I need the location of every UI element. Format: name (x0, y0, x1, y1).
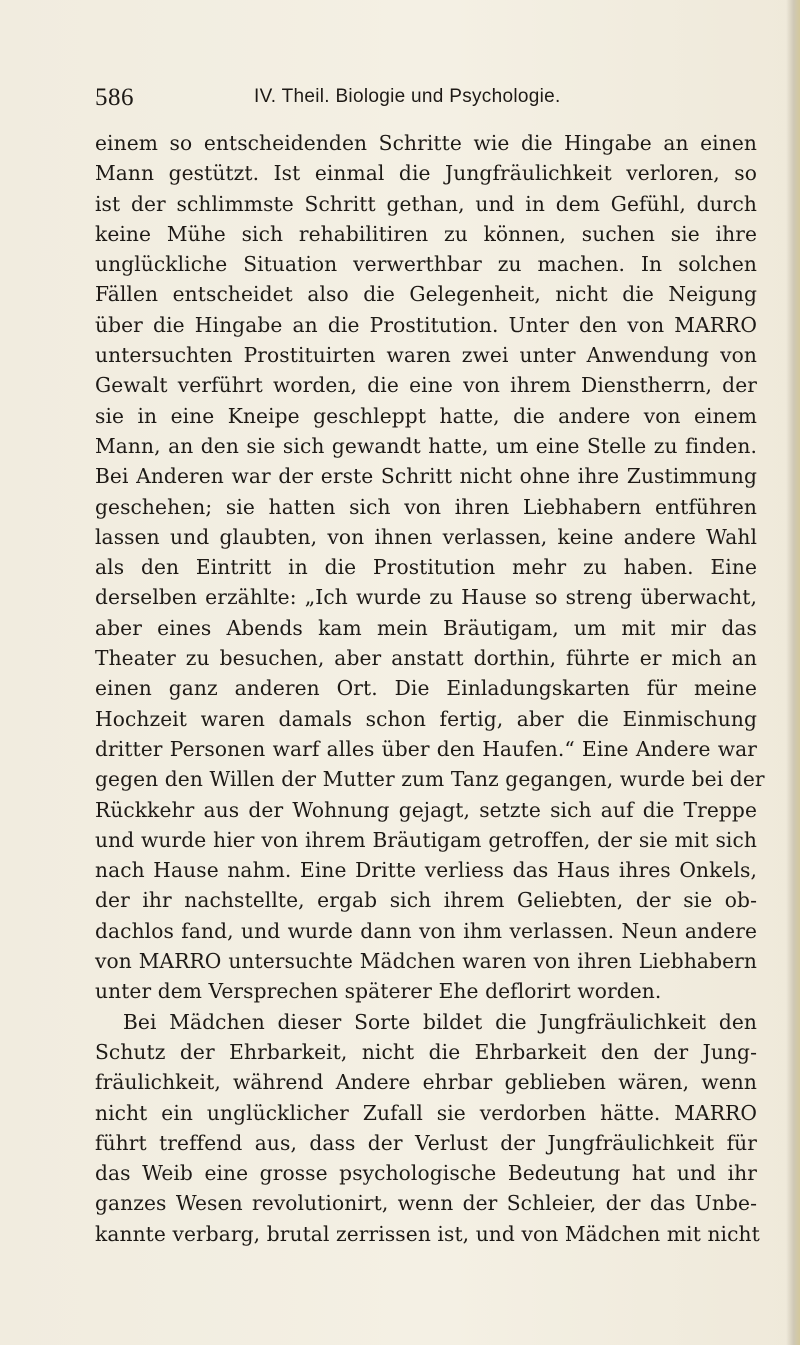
text-line: Gewalt verführt worden, die eine von ihrem Dienstherrn, der (95, 373, 757, 398)
text-line: lassen und glaubten, von ihnen verlassen, keine andere Wahl (95, 524, 757, 549)
text-line: einem so entscheidenden Schritte wie die Hingabe an einen (95, 131, 757, 155)
running-head: IV. Theil. Biologie und Psychologie. (254, 86, 561, 107)
text-line: keine Mühe sich rehabilitiren zu können, suchen sie ihre (95, 221, 757, 246)
text-line: gegen den Willen der Mutter zum Tanz gegangen, wurde bei der (95, 767, 765, 792)
text-line: untersuchten Prostituirten waren zwei unter Anwendung von (95, 343, 757, 368)
page-header (95, 84, 735, 114)
text-line: ganzes Wesen revolutionirt, wenn der Schleier, der das Unbe- (95, 1191, 757, 1216)
text-line: Rückkehr aus der Wohnung gejagt, setzte sich auf die Treppe (95, 797, 757, 822)
text-line: als den Eintritt in die Prostitution mehr zu haben. Eine (95, 555, 757, 580)
text-line: Mann, an den sie sich gewandt hatte, um eine Stelle zu finden. (95, 433, 757, 458)
text-line: Hochzeit waren damals schon fertig, aber die Einmischung (95, 706, 757, 731)
paragraph-start-line: Bei Mädchen dieser Sorte bildet die Jungfräulichkeit den (123, 1009, 757, 1034)
text-line: Theater zu besuchen, aber anstatt dorthin, führte er mich an (95, 646, 757, 671)
text-line: und wurde hier von ihrem Bräutigam getroffen, der sie mit sich (95, 827, 757, 852)
text-line: sie in eine Kneipe geschleppt hatte, die andere von einem (95, 403, 757, 428)
text-line: Mann gestützt. Ist einmal die Jungfräulichkeit verloren, so (95, 161, 757, 186)
text-line: aber eines Abends kam mein Bräutigam, um mit mir das (95, 615, 757, 640)
text-line: dachlos fand, und wurde dann von ihm verlassen. Neun andere (95, 918, 757, 943)
text-line: unglückliche Situation verwerthbar zu machen. In solchen (95, 252, 757, 277)
text-line: einen ganz anderen Ort. Die Einladungskarten für meine (95, 676, 757, 701)
text-line: Fällen entscheidet also die Gelegenheit, nicht die Neigung (95, 282, 757, 307)
text-line: über die Hingabe an die Prostitution. Unter den von MARRO (95, 312, 757, 337)
text-line: geschehen; sie hatten sich von ihren Liebhabern entführen (95, 494, 757, 519)
text-line: führt treffend aus, dass der Verlust der Jungfräulichkeit für (95, 1130, 757, 1155)
text-line: kannte verbarg, brutal zerrissen ist, und von Mädchen mit nicht (95, 1221, 760, 1246)
text-line: ist der schlimmste Schritt gethan, und in dem Gefühl, durch (95, 191, 757, 216)
text-line: derselben erzählte: „Ich wurde zu Hause so streng überwacht, (95, 585, 757, 610)
page-number: 586 (95, 84, 134, 111)
text-line: nach Hause nahm. Eine Dritte verliess das Haus ihres Onkels, (95, 858, 757, 883)
text-line: nicht ein unglücklicher Zufall sie verdorben hätte. MARRO (95, 1100, 757, 1125)
text-line: das Weib eine grosse psychologische Bedeutung hat und ihr (95, 1161, 757, 1186)
text-line: Bei Anderen war der erste Schritt nicht ohne ihre Zustimmung (95, 464, 757, 489)
text-line: fräulichkeit, während Andere ehrbar geblieben wären, wenn (95, 1070, 757, 1095)
text-line: dritter Personen warf alles über den Haufen.“ Eine Andere war (95, 736, 757, 761)
text-line: der ihr nachstellte, ergab sich ihrem Geliebten, der sie ob- (95, 888, 757, 913)
body-text (95, 128, 765, 1249)
paragraph-end-line: unter dem Versprechen späterer Ehe deflorirt worden. (95, 979, 662, 1004)
text-line: von MARRO untersuchte Mädchen waren von ihren Liebhabern (95, 949, 757, 974)
page-edge-shadow (786, 0, 800, 1345)
text-line: Schutz der Ehrbarkeit, nicht die Ehrbarkeit den der Jung- (95, 1039, 757, 1064)
